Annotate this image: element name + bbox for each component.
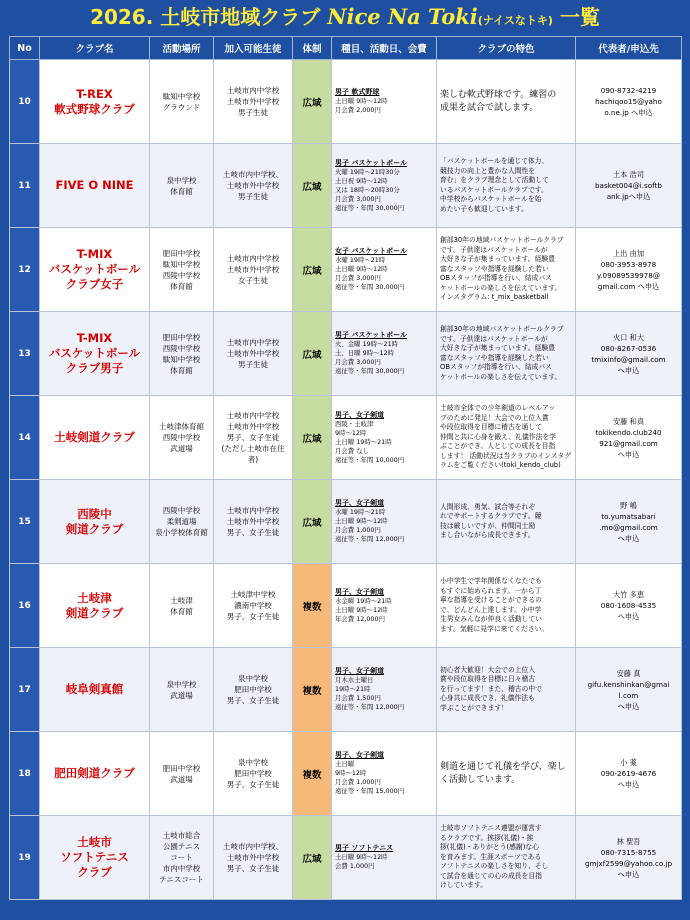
schedule-details: 土日曜 9時〜12時 月会費 1,000円 遠征等・年間 15,000円 <box>335 760 405 795</box>
table-row <box>10 60 682 144</box>
system-badge: 広域 <box>293 312 332 396</box>
representative-contact: 野 嶋 to.yumatsabari .mo@gmail.com へ申込 <box>576 480 682 564</box>
sport-label: 男子、女子剣道 <box>335 499 384 507</box>
club-features: 初心者大歓迎！大会での上位入 賞や段位取得を目標に日々稽古 を行ってます！また、稽古の中で 心身共に成長でき、礼儀作法も 学ぶことができます！ <box>437 648 576 732</box>
schedule-cell <box>332 564 437 648</box>
representative-contact: 090-8732-4219 hachiqoo15@yaho o.ne.jp へ申込 <box>576 60 682 144</box>
club-features: 剣道を通じて礼儀を学び、楽し く活動しています。 <box>437 732 576 816</box>
schedule-details: 火、金曜 19時〜21時 土、日曜 9時〜12時 月会費 3,000円 遠征等・年間 30,000円 <box>335 340 405 375</box>
club-name: 岐阜剣真館 <box>40 648 150 732</box>
representative-contact: 火口 和大 080-8267-0536 tmixinfo@gmail.com へ申込 <box>576 312 682 396</box>
activity-place: 土岐市総合 公園テニス コート 市内中学校 テニスコート <box>150 816 214 900</box>
row-number: 17 <box>10 648 40 732</box>
activity-place: 土岐津 体育館 <box>150 564 214 648</box>
sport-label: 男子 ソフトテニス <box>335 844 394 852</box>
table-row <box>10 648 682 732</box>
sport-label: 男子 バスケットボール <box>335 158 407 167</box>
table-row <box>10 732 682 816</box>
system-badge: 広域 <box>293 144 332 228</box>
system-badge: 広域 <box>293 60 332 144</box>
activity-place: 泉中学校 体育館 <box>150 144 214 228</box>
eligible-students: 土岐市内中学校 土岐市外中学校 男子、女子生徒 <box>214 480 293 564</box>
eligible-students: 土岐市内中学校 土岐市外中学校 男子、女子生徒 (ただし土岐市在住者) <box>214 396 293 480</box>
activity-place: 土岐津体育館 西陵中学校 武道場 <box>150 396 214 480</box>
club-name: 西陵中 剣道クラブ <box>40 480 150 564</box>
club-name: T-MIX バスケットボール クラブ男子 <box>40 312 150 396</box>
table-header-row <box>10 37 682 60</box>
schedule-details: 火曜 19時〜21時30分 土日祝 9時〜12時 又は 18時〜20時30分 月会費 3,000円 遠征等・年間 30,000円 <box>335 167 405 212</box>
eligible-students: 土岐市内中学校、 土岐市外中学校 男子、女子生徒 <box>214 816 293 900</box>
title-kana: (ナイスなトキ) <box>477 14 553 27</box>
row-number: 18 <box>10 732 40 816</box>
row-number: 12 <box>10 228 40 312</box>
club-features: 土岐市全体での少年剣道のレベルアッ プのために発足！大会での上位入賞 や段位取得を目標に稽古を通して 仲間と共に心身を鍛え、礼儀作法を学 ぶことができ、人としての成長を目指 します！ 活動状況は当クラブのインスタグ ラムをご覧ください(toki_kendo_club) <box>437 396 576 480</box>
title-year: 2026. <box>90 5 154 29</box>
row-number: 15 <box>10 480 40 564</box>
col-header-elig: 加入可能生徒 <box>214 37 293 60</box>
schedule-cell <box>332 228 437 312</box>
schedule-details: 水曜 19時〜21時 土日曜 9時〜12時 月会費 3,000円 遠征等・年間 30,000円 <box>335 256 405 291</box>
table-row <box>10 480 682 564</box>
schedule-cell <box>332 60 437 144</box>
club-name: 土岐市 ソフトテニス クラブ <box>40 816 150 900</box>
sport-label: 男子、女子剣道 <box>335 751 384 759</box>
schedule-details: 西陵・土岐津 9時〜12時 土日曜 19時〜21時 月会費 なし 遠征等・年間 10,000円 <box>335 419 405 464</box>
schedule-cell <box>332 312 437 396</box>
schedule-details: 月木水土曜日 19時〜21時 月会費 1,500円 遠征等・年間 12,000円 <box>335 676 405 711</box>
col-header-club: クラブ名 <box>40 37 150 60</box>
club-features: 創部30年の地域バスケットボールクラブ です。子供達はバスケットボールが 大好きな子が集まっています。経験豊 富なスタッフや指導を経験した若い OBスタッフが指導を行い、結成バス ケットボールの楽しさを伝えています。 インスタグラム: t_mix_basketball <box>437 228 576 312</box>
club-features: 小中学生で学年関係なくなたでも もすぐに始められます。一から丁 寧な指導を受けることができるの で、どんどん上達します。小中学 生男女みんなが仲良く活動してい ます。気軽に見学に来てください。 <box>437 564 576 648</box>
col-header-rep: 代表者/申込先 <box>576 37 682 60</box>
sport-label: 男子、女子剣道 <box>335 587 384 596</box>
table-row <box>10 396 682 480</box>
system-badge: 広域 <box>293 816 332 900</box>
activity-place: 肥田中学校 駄知中学校 西陵中学校 体育館 <box>150 228 214 312</box>
system-badge: 広域 <box>293 396 332 480</box>
sport-label: 男子、女子剣道 <box>335 410 384 419</box>
sport-label: 男子 軟式野球 <box>335 88 380 96</box>
sport-label: 男子 バスケットボール <box>335 331 407 339</box>
club-features: 土岐市ソフトテニス連盟が運営す るクラブです。挨拶(礼儀)・挨 拶(礼儀)・ありがとう(感謝)な心 を育みます。生涯スポーツである ソフトテニスの楽しさを知り、そし て試合を通じての心の成長を目指 けしています。 <box>437 816 576 900</box>
representative-contact: 安藤 和真 tokikendo.club240 921@gmail.com へ申込 <box>576 396 682 480</box>
representative-contact: 安藤 真 gifu.kenshinkan@gmai l.com へ申込 <box>576 648 682 732</box>
activity-place: 肥田中学校 武道場 <box>150 732 214 816</box>
page-title <box>0 0 690 34</box>
row-number: 10 <box>10 60 40 144</box>
col-header-no: No <box>10 37 40 60</box>
club-features: 楽しむ軟式野球です。練習の 成果を試合で試します。 <box>437 60 576 144</box>
activity-place: 泉中学校 武道場 <box>150 648 214 732</box>
title-suffix: 一覧 <box>559 5 600 29</box>
club-features: 人間形成、勇気、試合等それぞ れでサポートするクラブです。競 技は厳しいですが、仲間同士励 まし合いながら成長できます。 <box>437 480 576 564</box>
club-features: 創部30年の地域バスケットボールクラブ です。子供達はバスケットボールが 大好きな子が集まっています。経験豊 富なスタッフや指導を経験した若い OBスタッフが指導を行い、結成バス ケットボールの楽しさを伝えています。 <box>437 312 576 396</box>
activity-place: 西陵中学校 柔剣道場 泉小学校体育館 <box>150 480 214 564</box>
eligible-students: 土岐津中学校 濃南中学校 男子、女子生徒 <box>214 564 293 648</box>
club-name: FIVE O NINE <box>40 144 150 228</box>
eligible-students: 土岐市内中学校 土岐市外中学校 男子生徒 <box>214 312 293 396</box>
eligible-students: 土岐市内中学校 土岐市外中学校 男子生徒 <box>214 60 293 144</box>
table-row <box>10 144 682 228</box>
eligible-students: 土岐市内中学校、 土岐市外中学校 男子生徒 <box>214 144 293 228</box>
row-number: 14 <box>10 396 40 480</box>
activity-place: 駄知中学校 グラウンド <box>150 60 214 144</box>
representative-contact: 林 聖吾 080-7315-8755 gmjxf2599@yahoo.co.jp へ申込 <box>576 816 682 900</box>
row-number: 16 <box>10 564 40 648</box>
schedule-details: 土日曜 9時〜12時 会費 1,000円 <box>335 853 388 870</box>
representative-contact: 小 薬 090-2619-4676 へ申込 <box>576 732 682 816</box>
club-name: T-REX 軟式野球クラブ <box>40 60 150 144</box>
row-number: 19 <box>10 816 40 900</box>
activity-place: 肥田中学校 西陵中学校 駄知中学校 体育館 <box>150 312 214 396</box>
sport-label: 男子、女子剣道 <box>335 667 384 675</box>
club-features: 「バスケットボールを通じて体力、 競技力の向上と豊かな人間性を 育む」をクラブ理念として活動して いるバスケットボールクラブです。 中学校からバスケットボールを始 めたい子も歓迎しています。 <box>437 144 576 228</box>
eligible-students: 泉中学校 肥田中学校 男子、女子生徒 <box>214 732 293 816</box>
representative-contact: 土本 浩司 basket004@i.softb ank.jpへ申込 <box>576 144 682 228</box>
schedule-cell <box>332 732 437 816</box>
col-header-sched: 種目、活動日、会費 <box>332 37 437 60</box>
col-header-sys: 体制 <box>293 37 332 60</box>
schedule-details: 土日曜 9時〜12時 月会費 2,000円 <box>335 97 388 114</box>
title-brand: Nice Na Toki <box>327 4 478 29</box>
representative-contact: 大竹 多恵 080-1608-4535 へ申込 <box>576 564 682 648</box>
club-name: 土岐津 剣道クラブ <box>40 564 150 648</box>
schedule-cell <box>332 396 437 480</box>
table-body <box>10 60 682 900</box>
club-table <box>9 36 682 900</box>
system-badge: 複数 <box>293 564 332 648</box>
schedule-details: 水金曜 19時〜21時 土日曜 9時〜12時 年会費 12,000円 <box>335 596 392 623</box>
table-row <box>10 564 682 648</box>
col-header-feat: クラブの特色 <box>437 37 576 60</box>
club-name: 肥田剣道クラブ <box>40 732 150 816</box>
schedule-cell <box>332 144 437 228</box>
table-row <box>10 312 682 396</box>
sport-label: 女子 バスケットボール <box>335 247 407 255</box>
representative-contact: 上出 由加 080-3953-8978 y.09089539978@ gmail.com へ申込 <box>576 228 682 312</box>
eligible-students: 泉中学校 肥田中学校 男子、女子生徒 <box>214 648 293 732</box>
schedule-details: 水曜 19時〜21時 土日曜 9時〜12時 月会費 1,000円 遠征等・年間 12,000円 <box>335 508 405 543</box>
system-badge: 複数 <box>293 648 332 732</box>
row-number: 13 <box>10 312 40 396</box>
eligible-students: 土岐市内中学校 土岐市外中学校 女子生徒 <box>214 228 293 312</box>
system-badge: 広域 <box>293 228 332 312</box>
table-row <box>10 228 682 312</box>
col-header-place: 活動場所 <box>150 37 214 60</box>
title-city: 土岐市地域クラブ <box>160 5 321 29</box>
system-badge: 複数 <box>293 732 332 816</box>
club-name: T-MIX バスケットボール クラブ女子 <box>40 228 150 312</box>
schedule-cell <box>332 648 437 732</box>
system-badge: 広域 <box>293 480 332 564</box>
row-number: 11 <box>10 144 40 228</box>
table-row <box>10 816 682 900</box>
schedule-cell <box>332 480 437 564</box>
club-name: 土岐剣道クラブ <box>40 396 150 480</box>
schedule-cell <box>332 816 437 900</box>
